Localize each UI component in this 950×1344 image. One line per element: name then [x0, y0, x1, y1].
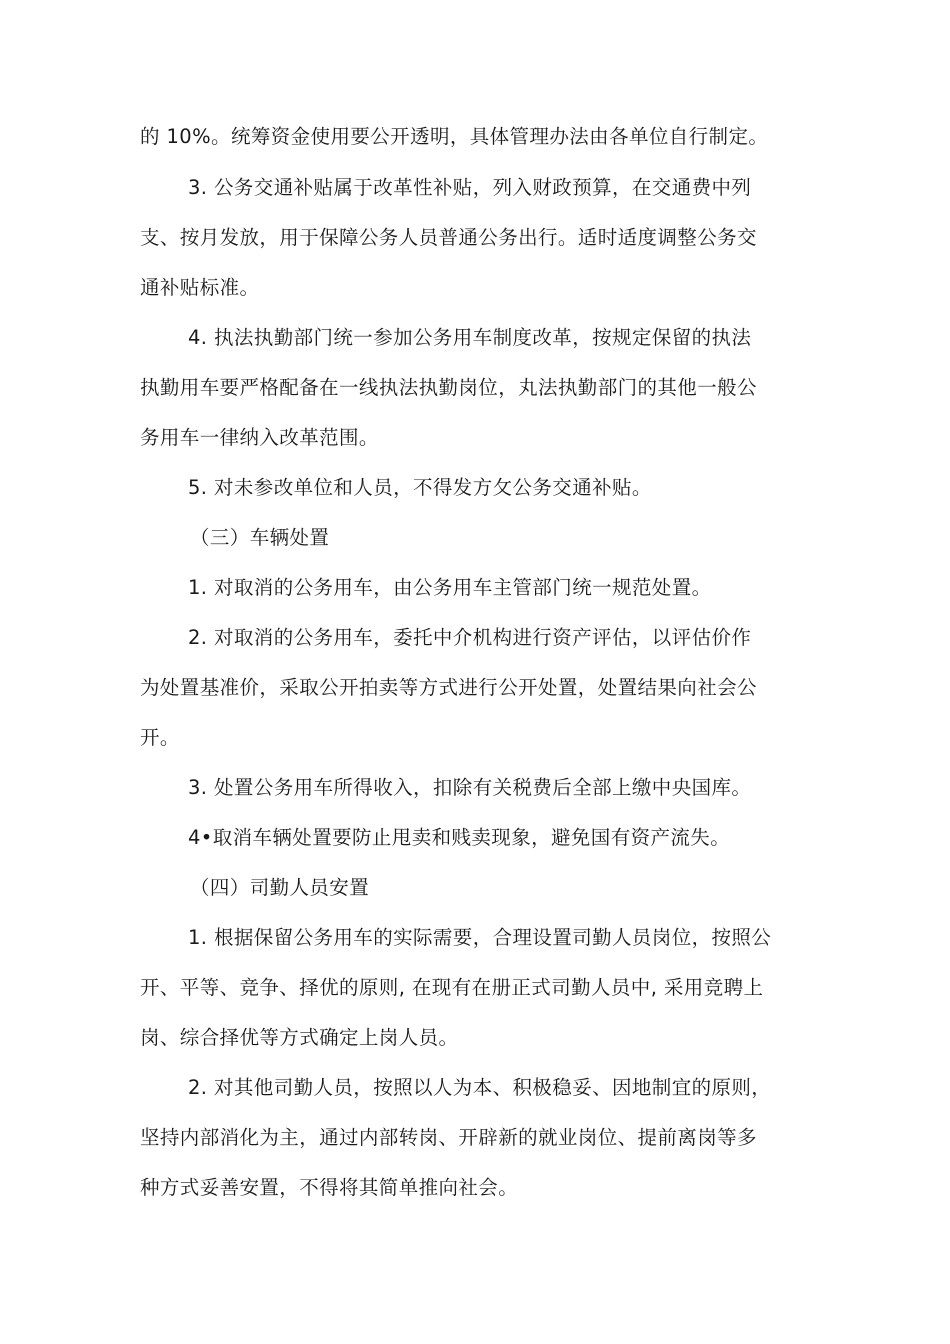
text-line-13: 开。	[140, 726, 180, 749]
text-line-7: 务用车一律纳入改革范围。	[140, 426, 379, 449]
text-line-8: 5. 对未参改单位和人员，不得发方攵公务交通补贴。	[188, 476, 652, 499]
text-line-6: 执勤用车要严格配备在一线执法执勤岗位，丸法执勤部门的其他一般公	[140, 376, 757, 399]
text-line-19: 岗、综合择优等方式确定上岗人员。	[140, 1026, 459, 1049]
text-line-10: 1. 对取消的公务用车，由公务用车主管部门统一规范处置。	[188, 576, 712, 599]
text-line-14: 3. 处置公务用车所得收入，扣除有关税费后全部上缴中央国库。	[188, 776, 752, 799]
text-line-18: 开、平等、竞争、择优的原则, 在现有在册正式司勤人员中, 采用竞聘上	[140, 976, 764, 999]
text-line-2: 3. 公务交通补贴属于改革性补贴，列入财政预算，在交通费中列	[188, 176, 752, 199]
text-line-20: 2. 对其他司勤人员，按照以人为本、积极稳妥、因地制宜的原则，	[188, 1076, 772, 1099]
text-line-12: 为处置基准价，采取公开拍卖等方式进行公开处置，处置结果向社会公	[140, 676, 757, 699]
text-line-1: 的 10%。统筹资金使用要公开透明，具体管理办法由各单位自行制定。	[140, 125, 769, 148]
text-line-11: 2. 对取消的公务用车，委托中介机构进行资产评估，以评估价作	[188, 626, 752, 649]
text-line-4: 通补贴标准。	[140, 276, 260, 299]
text-line-15: 4•取消车辆处置要防止甩卖和贱卖现象，避免国有资产流失。	[188, 826, 731, 849]
text-line-17: 1. 根据保留公务用车的实际需要，合理设置司勤人员岗位，按照公	[188, 926, 772, 949]
text-line-5: 4. 执法执勤部门统一参加公务用车制度改革，按规定保留的执法	[188, 326, 752, 349]
text-line-22: 种方式妥善安置，不得将其简单推向社会。	[140, 1176, 519, 1199]
text-line-3: 支、按月发放，用于保障公务人员普通公务出行。适时适度调整公务交	[140, 226, 757, 249]
section-heading-4: （四）司勤人员安置	[190, 876, 370, 899]
text-line-21: 坚持内部消化为主，通过内部转岗、开辟新的就业岗位、提前离岗等多	[140, 1126, 757, 1149]
section-heading-3: （三）车辆处置	[190, 526, 330, 549]
